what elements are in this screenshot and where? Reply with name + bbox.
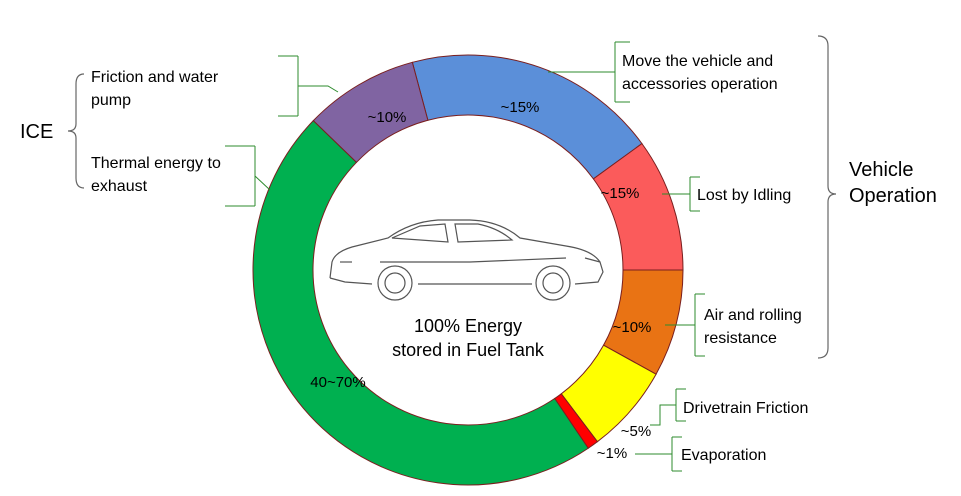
pct-thermal: 40~70%: [310, 374, 366, 391]
pct-move: ~15%: [500, 99, 540, 116]
pct-air: ~10%: [612, 319, 652, 336]
group-vehicle-1: Vehicle: [849, 159, 914, 181]
label-idling: Lost by Idling: [697, 187, 792, 204]
car-icon: [330, 220, 603, 300]
label-drivetrain: Drivetrain Friction: [683, 400, 809, 417]
center-text: [392, 316, 545, 360]
group-ice: ICE: [20, 121, 54, 143]
label-air-2: resistance: [704, 330, 777, 347]
vehicle-brace: [818, 36, 836, 358]
pct-evaporation: ~1%: [596, 445, 628, 462]
label-evaporation: Evaporation: [681, 447, 767, 464]
segment-move: [412, 55, 642, 179]
segment-thermal: [253, 121, 588, 485]
label-friction-1: Friction and water: [91, 69, 219, 86]
label-move-1: Move the vehicle and: [622, 53, 774, 70]
group-vehicle-2: Operation: [849, 185, 937, 207]
pct-friction: ~10%: [367, 109, 407, 126]
center-line-2: stored in Fuel Tank: [392, 340, 544, 360]
callout-evaporation-bracket: [635, 437, 672, 471]
pct-idling: ~15%: [600, 185, 640, 202]
label-thermal-2: exhaust: [91, 178, 148, 195]
label-air-1: Air and rolling: [704, 307, 802, 324]
pct-drivetrain: ~5%: [620, 423, 652, 440]
label-thermal-1: Thermal energy to: [91, 155, 221, 172]
center-line-1: 100% Energy: [413, 316, 523, 336]
callout-drivetrain-bracket: [650, 389, 676, 425]
donut-ring: [253, 55, 683, 485]
label-friction-2: pump: [91, 92, 132, 109]
ice-brace: [68, 74, 84, 188]
label-move-2: accessories operation: [622, 76, 778, 93]
